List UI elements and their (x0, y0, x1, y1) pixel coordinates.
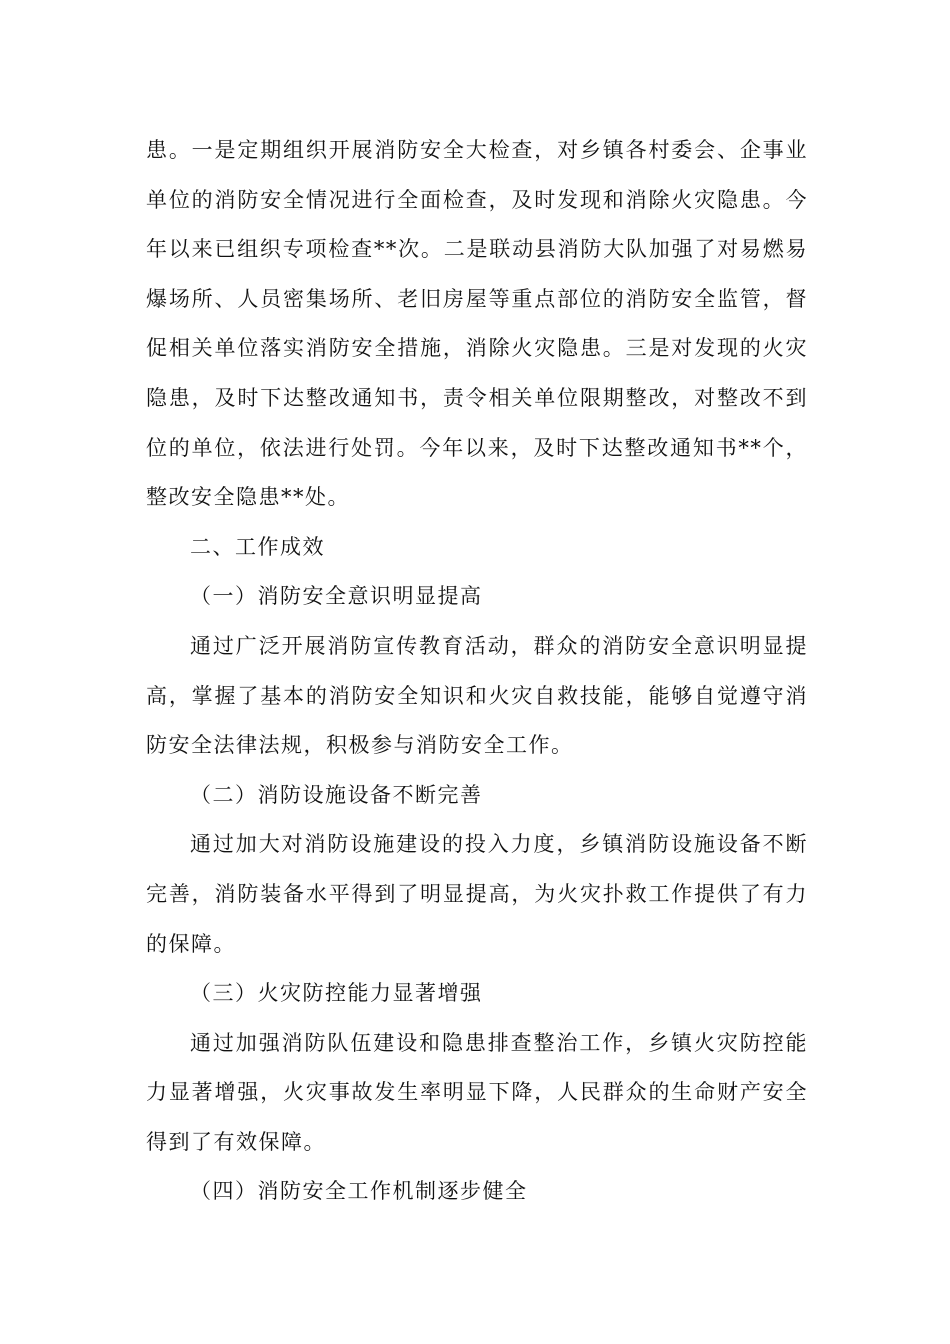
subsection-body-1: 通过广泛开展消防宣传教育活动，群众的消防安全意识明显提高，掌握了基本的消防安全知识和火灾自救技能，能够自觉遵守消防安全法律法规，积极参与消防安全工作。 (146, 633, 808, 758)
document-body (146, 126, 808, 1217)
subsection-heading-4: （四）消防安全工作机制逐步健全 (190, 1179, 528, 1204)
subsection-body-3: 通过加强消防队伍建设和隐患排查整治工作，乡镇火灾防控能力显著增强，火灾事故发生率明显下降，人民群众的生命财产安全得到了有效保障。 (146, 1030, 808, 1154)
intro-paragraph: 患。一是定期组织开展消防安全大检查，对乡镇各村委会、企事业单位的消防安全情况进行全面检查，及时发现和消除火灾隐患。今年以来已组织专项检查**次。二是联动县消防大队加强了对易燃易爆场所、人员密集场所、老旧房屋等重点部位的消防安全监管，督促相关单位落实消防安全措施，消除火灾隐患。三是对发现的火灾隐患，及时下达整改通知书，责令相关单位限期整改，对整改不到位的单位，依法进行处罚。今年以来，及时下达整改通知书**个，整改安全隐患**处。 (146, 138, 808, 510)
subsection-heading-3: （三）火灾防控能力显著增强 (190, 981, 483, 1006)
subsection-body-2: 通过加大对消防设施建设的投入力度，乡镇消防设施设备不断完善，消防装备水平得到了明显提高，为火灾扑救工作提供了有力的保障。 (146, 832, 808, 956)
subsection-heading-1: （一）消防安全意识明显提高 (190, 584, 483, 609)
subsection-heading-2: （二）消防设施设备不断完善 (190, 782, 483, 807)
section-heading: 二、工作成效 (190, 534, 325, 559)
